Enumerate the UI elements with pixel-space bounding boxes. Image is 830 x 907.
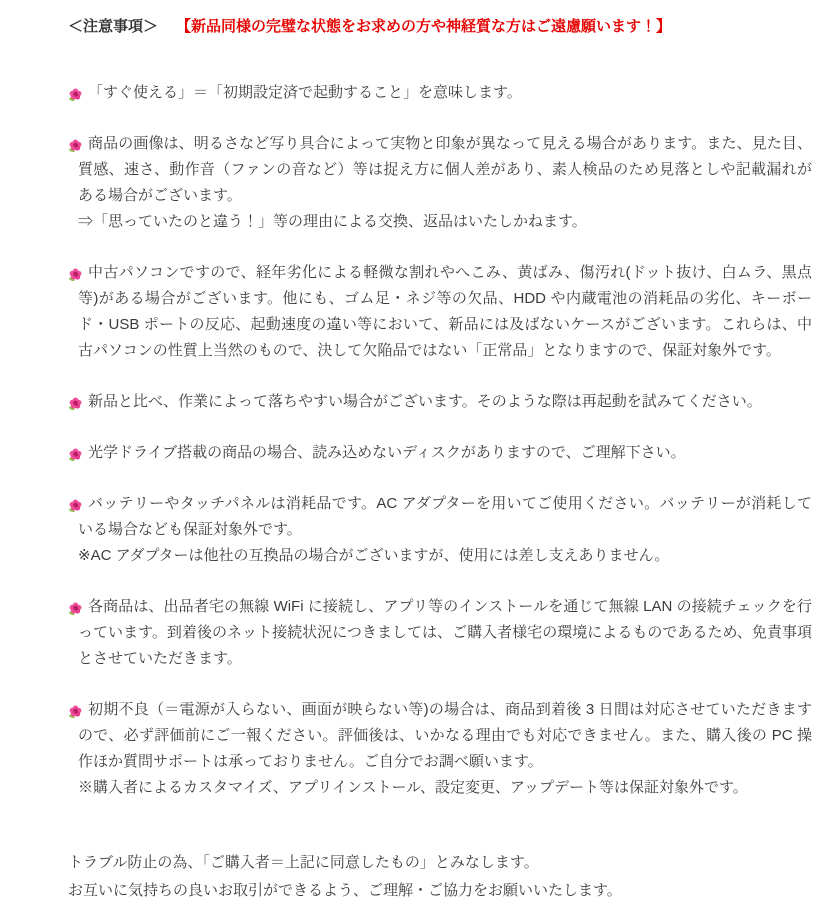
footer-disclaimer bbox=[68, 849, 812, 905]
notice-item bbox=[68, 594, 812, 672]
flower-bullet-icon bbox=[68, 85, 83, 100]
notice-text: 初期不良（＝電源が入らない、画面が映らない等)の場合は、商品到着後 3 日間は対応させていただきますので、必ず評価前にご一報ください。評価後は、いかなる理由でも対応できません。また、購入後の PC 操作ほか質問サポートは承っておりません。ご自分でお調べ願います。 bbox=[78, 701, 812, 770]
notice-item bbox=[68, 260, 812, 364]
footer-line-2: お互いに気持ちの良いお取引ができるよう、ご理解・ご協力をお願いいたします。 bbox=[68, 882, 622, 899]
notice-note: ※AC アダプターは他社の互換品の場合がございますが、使用には差し支えありません。 bbox=[78, 547, 670, 564]
flower-bullet-icon bbox=[68, 445, 83, 460]
notice-text: 中古パソコンですので、経年劣化による軽微な割れやへこみ、黄ばみ、傷汚れ(ドット抜け、白ムラ、黒点等)がある場合がございます。他にも、ゴム足・ネジ等の欠品、HDD や内蔵電池の消耗品の劣化、キーボード・USB ポートの反応、起動速度の違い等において、新品には及ばないケースがございます。これらは、中古パソコンの性質上当然のもので、決して欠陥品ではない「正常品」となりますので、保証対象外です。 bbox=[78, 264, 812, 359]
notice-item bbox=[68, 491, 812, 569]
notice-note: ⇒「思っていたのと違う！」等の理由による交換、返品はいたしかねます。 bbox=[78, 213, 587, 230]
notice-text: 光学ドライブ搭載の商品の場合、読み込めないディスクがありますので、ご理解下さい。 bbox=[88, 444, 686, 461]
flower-bullet-icon bbox=[68, 265, 83, 280]
flower-bullet-icon bbox=[68, 702, 83, 717]
notice-text: 商品の画像は、明るさなど写り具合によって実物と印象が異なって見える場合があります。また、見た目、質感、速さ、動作音（ファンの音など）等は捉え方に個人差があり、素人検品のため見落としや記載漏れがある場合がございます。 bbox=[78, 135, 812, 204]
page-header bbox=[68, 14, 812, 40]
notice-note: ※購入者によるカスタマイズ、アプリインストール、設定変更、アップデート等は保証対象外です。 bbox=[78, 779, 748, 796]
page-title: ＜注意事項＞ bbox=[68, 18, 159, 35]
notice-item bbox=[68, 389, 812, 415]
header-warning-text: 【新品同様の完璧な状態をお求めの方や神経質な方はご遠慮願います！】 bbox=[176, 18, 672, 35]
flower-bullet-icon bbox=[68, 394, 83, 409]
notice-text: バッテリーやタッチパネルは消耗品です。AC アダプターを用いてご使用ください。バッテリーが消耗している場合なども保証対象外です。 bbox=[78, 495, 812, 538]
notice-item bbox=[68, 131, 812, 235]
footer-line-1: トラブル防止の為、「ご購入者＝上記に同意したもの」とみなします。 bbox=[68, 854, 539, 871]
notice-text: 新品と比べ、作業によって落ちやすい場合がございます。そのような際は再起動を試みてください。 bbox=[88, 393, 762, 410]
notice-item bbox=[68, 80, 812, 106]
flower-bullet-icon bbox=[68, 599, 83, 614]
flower-bullet-icon bbox=[68, 136, 83, 151]
notice-item bbox=[68, 697, 812, 801]
flower-bullet-icon bbox=[68, 496, 83, 511]
notice-item bbox=[68, 440, 812, 466]
notice-text: 「すぐ使える」＝「初期設定済で起動すること」を意味します。 bbox=[88, 84, 522, 101]
notice-text: 各商品は、出品者宅の無線 WiFi に接続し、アプリ等のインストールを通じて無線 LAN の接続チェックを行っています。到着後のネット接続状況につきましては、ご購入者様宅の環境によるものであるため、免責事項とさせていただきます。 bbox=[78, 598, 812, 667]
notice-list bbox=[68, 80, 812, 801]
